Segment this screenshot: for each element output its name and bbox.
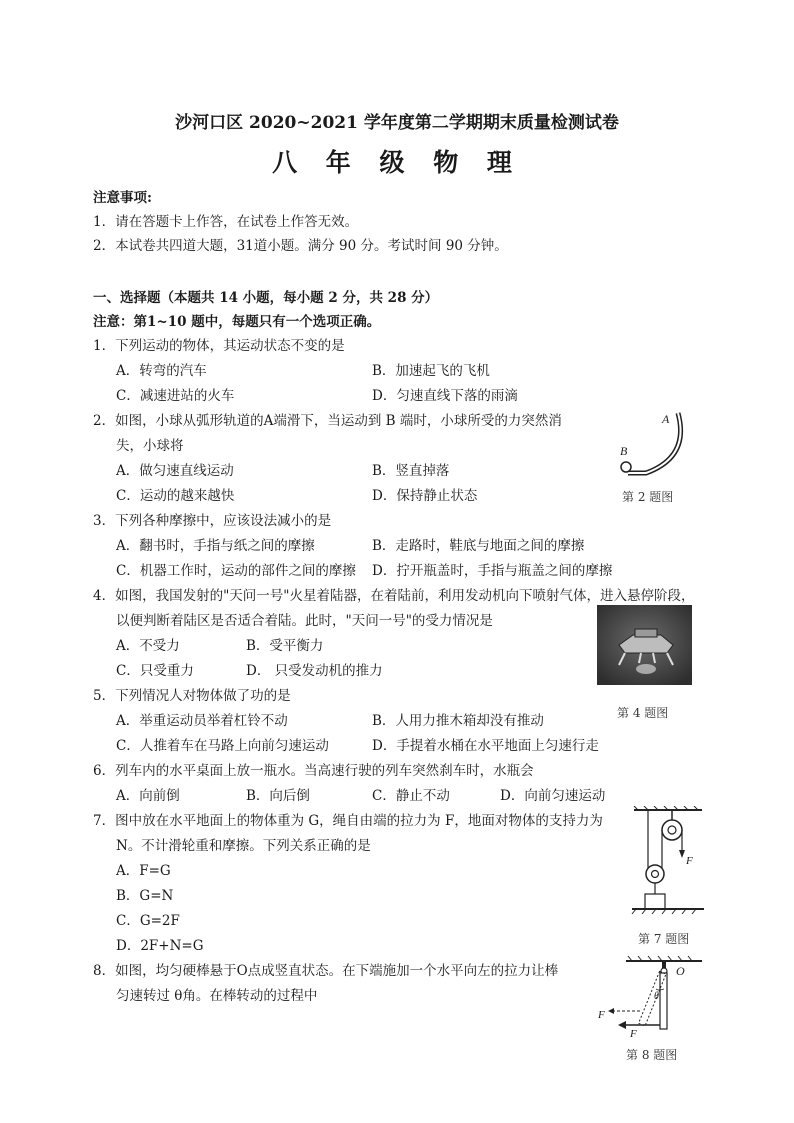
notice-item-2: 2．本试卷共四道大题，31道小题。满分 90 分。考试时间 90 分钟。 [93,238,508,254]
q7-option-c: C．G=2F [116,913,180,929]
q4-option-c: C．只受重力 [116,663,194,679]
q2-stem-line1: 2．如图，小球从弧形轨道的A端滑下，当运动到 B 端时，小球所受的力突然消 [93,413,562,429]
q7-option-b: B．G=N [116,888,174,904]
q2-option-b: B．竖直掉落 [372,463,450,479]
ball [621,462,631,472]
label-theta: θ [654,991,659,1002]
q6-option-b: B．向后倒 [246,788,310,804]
notice-heading: 注意事项: [93,190,152,206]
q4-caption: 第 4 题图 [617,706,669,720]
q5-option-b: B．人用力推木箱却没有推动 [372,713,544,729]
q6-option-d: D．向前匀速运动 [500,788,606,804]
q5-stem: 5．下列情况人对物体做了功的是 [93,688,291,704]
q7-stem-line1: 7．图中放在水平地面上的物体重为 G，绳自由端的拉力为 F，地面对物体的支持力为 [93,813,603,829]
notice-item-1: 1．请在答题卡上作答，在试卷上作答无效。 [93,214,359,230]
weight-block [645,894,665,909]
section-note: 注意：第1~10 题中，每题只有一个选项正确。 [93,314,381,330]
q2-option-d: D．保持静止状态 [372,488,478,504]
q7-option-d: D．2F+N=G [116,938,204,954]
q6-option-a: A．向前倒 [116,788,180,804]
q7-caption: 第 7 题图 [638,932,690,946]
q5-option-d: D．手提着水桶在水平地面上匀速行走 [372,738,599,754]
q2-option-a: A．做匀速直线运动 [116,463,234,479]
q1-option-d: D．匀速直线下落的雨滴 [372,388,518,404]
label-f-solid: F [630,1028,637,1037]
q4-figure-lander-photo [597,605,692,685]
q3-option-b: B．走路时，鞋底与地面之间的摩擦 [372,538,585,554]
label-f-dashed: F [598,1009,605,1021]
q3-option-c: C．机器工作时，运动的部件之间的摩擦 [116,563,356,579]
q8-stem-line2: 匀速转过 θ角。在棒转动的过程中 [116,988,318,1004]
q8-stem-line1: 8．如图，均匀硬棒悬于O点成竖直状态。在下端施加一个水平向左的拉力让棒 [93,963,559,979]
q1-option-b: B．加速起飞的飞机 [372,363,490,379]
q4-stem-line2: 以便判断着陆区是否适合着陆。此时，"天问一号"的受力情况是 [116,613,493,629]
exam-title: 沙河口区 2020~2021 学年度第二学期期末质量检测试卷 [175,113,619,133]
q1-option-c: C．减速进站的火车 [116,388,235,404]
q7-figure-pulley [628,806,708,921]
q4-option-d: D． 只受发动机的推力 [246,663,383,679]
q8-caption: 第 8 题图 [626,1048,678,1062]
q3-option-d: D．拧开瓶盖时，手指与瓶盖之间的摩擦 [372,563,613,579]
q6-stem: 6．列车内的水平桌面上放一瓶水。当高速行驶的列车突然刹车时，水瓶会 [93,763,534,779]
q6-option-c: C．静止不动 [372,788,450,804]
label-o: O [676,964,685,978]
label-f: F [686,855,693,867]
q5-option-a: A．举重运动员举着杠铃不动 [116,713,288,729]
q4-option-b: B．受平衡力 [246,638,324,654]
q2-stem-line2: 失，小球将 [116,438,184,454]
q4-stem-line1: 4．如图，我国发射的"天问一号"火星着陆器，在着陆前，利用发动机向下喷射气体，进入悬停阶段， [93,588,695,604]
label-b: B [620,444,628,458]
q3-option-a: A．翻书时，手指与纸之间的摩擦 [116,538,315,554]
label-a: A [662,412,670,426]
arc-track [628,413,681,473]
q2-option-c: C．运动的越来越快 [116,488,235,504]
vertical-rod [660,973,667,1029]
q5-option-c: C．人推着车在马路上向前匀速运动 [116,738,329,754]
q3-stem: 3．下列各种摩擦中，应该设法减小的是 [93,513,332,529]
q7-stem-line2: N。不计滑轮重和摩擦。下列关系正确的是 [116,838,371,854]
q2-figure [606,405,696,485]
section-heading: 一、选择题（本题共 14 小题，每小题 2 分，共 28 分） [93,290,439,306]
q1-option-a: A．转弯的汽车 [116,363,207,379]
subject-title: 八 年 级 物 理 [272,148,522,177]
q2-caption: 第 2 题图 [622,490,674,504]
q4-option-a: A．不受力 [116,638,180,654]
q7-option-a: A．F=G [116,863,171,879]
q1-stem: 1．下列运动的物体，其运动状态不变的是 [93,338,345,354]
q8-figure-rod [594,955,706,1037]
